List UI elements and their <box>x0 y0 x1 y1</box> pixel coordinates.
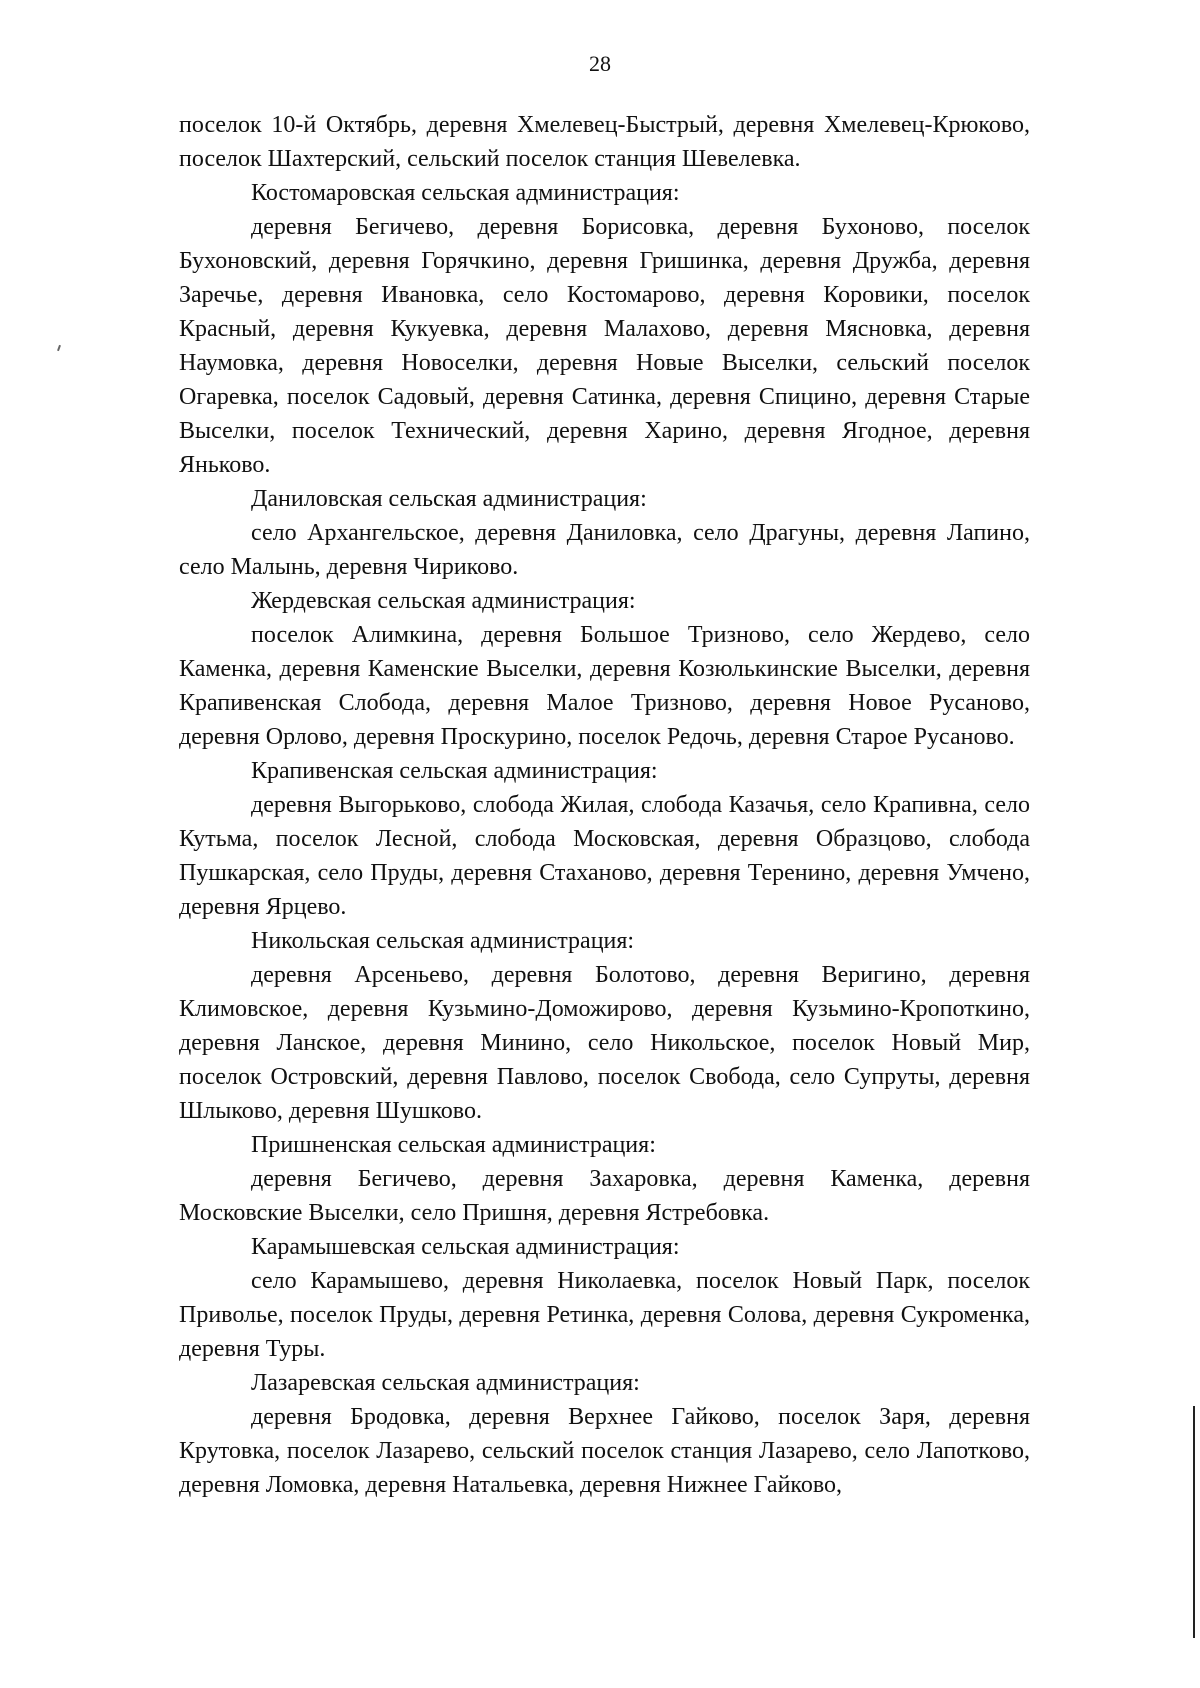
scan-speck <box>57 345 61 351</box>
settlement-list-karamyshevskaya: село Карамышево, деревня Николаевка, поселок Новый Парк, поселок Приволье, поселок Пруды, деревня Ретинка, деревня Солова, деревня Сукроменка, деревня Туры. <box>179 1268 1030 1362</box>
administration-heading-krapivenskaya: Крапивенская сельская администрация: <box>251 758 658 784</box>
administration-heading-danilovskaya: Даниловская сельская администрация: <box>251 486 647 512</box>
document-body <box>179 108 1030 1502</box>
continuation-paragraph: поселок 10-й Октябрь, деревня Хмелевец-Быстрый, деревня Хмелевец-Крюково, поселок Шахтерский, сельский поселок станция Шевелевка. <box>179 112 1030 172</box>
administration-heading-karamyshevskaya: Карамышевская сельская администрация: <box>251 1234 680 1260</box>
scan-edge-line <box>1193 1406 1195 1638</box>
administration-heading-zherdevskaya: Жердевская сельская администрация: <box>251 588 636 614</box>
settlement-list-lazarevskaya: деревня Бродовка, деревня Верхнее Гайково, поселок Заря, деревня Крутовка, поселок Лазарево, сельский поселок станция Лазарево, село Лапотково, деревня Ломовка, деревня Натальевка, деревня Нижнее Гайково, <box>179 1404 1030 1498</box>
administration-heading-kostomarovskaya: Костомаровская сельская администрация: <box>251 180 680 206</box>
settlement-list-kostomarovskaya: деревня Бегичево, деревня Борисовка, деревня Бухоново, поселок Бухоновский, деревня Горячкино, деревня Гришинка, деревня Дружба, деревня Заречье, деревня Ивановка, село Костомарово, деревня Коровики, поселок Красный, деревня Кукуевка, деревня Малахово, деревня Мясновка, деревня Наумовка, деревня Новоселки, деревня Новые Выселки, сельский поселок Огаревка, поселок Садовый, деревня Сатинка, деревня Спицино, деревня Старые Выселки, поселок Технический, деревня Харино, деревня Ягодное, деревня Яньково. <box>179 214 1030 478</box>
settlement-list-danilovskaya: село Архангельское, деревня Даниловка, село Драгуны, деревня Лапино, село Малынь, деревня Чириково. <box>179 520 1030 580</box>
administration-heading-nikolskaya: Никольская сельская администрация: <box>251 928 635 954</box>
settlement-list-krapivenskaya: деревня Выгорьково, слобода Жилая, слобода Казачья, село Крапивна, село Кутьма, поселок Лесной, слобода Московская, деревня Образцово, слобода Пушкарская, село Пруды, деревня Стаханово, деревня Теренино, деревня Умчено, деревня Ярцево. <box>179 792 1030 920</box>
administration-heading-prishnenskaya: Пришненская сельская администрация: <box>251 1132 656 1158</box>
settlement-list-nikolskaya: деревня Арсеньево, деревня Болотово, деревня Веригино, деревня Климовское, деревня Кузьмино-Доможирово, деревня Кузьмино-Кропоткино, деревня Ланское, деревня Минино, село Никольское, поселок Новый Мир, поселок Островский, деревня Павлово, поселок Свобода, село Супруты, деревня Шлыково, деревня Шушково. <box>179 962 1030 1124</box>
administration-heading-lazarevskaya: Лазаревская сельская администрация: <box>251 1370 640 1396</box>
settlement-list-prishnenskaya: деревня Бегичево, деревня Захаровка, деревня Каменка, деревня Московские Выселки, село Пришня, деревня Ястребовка. <box>179 1166 1030 1226</box>
page-number: 28 <box>589 51 611 76</box>
settlement-list-zherdevskaya: поселок Алимкина, деревня Большое Тризново, село Жердево, село Каменка, деревня Каменские Выселки, деревня Козюлькинские Выселки, деревня Крапивенская Слобода, деревня Малое Тризново, деревня Новое Русаново, деревня Орлово, деревня Проскурино, поселок Редочь, деревня Старое Русаново. <box>179 622 1030 750</box>
